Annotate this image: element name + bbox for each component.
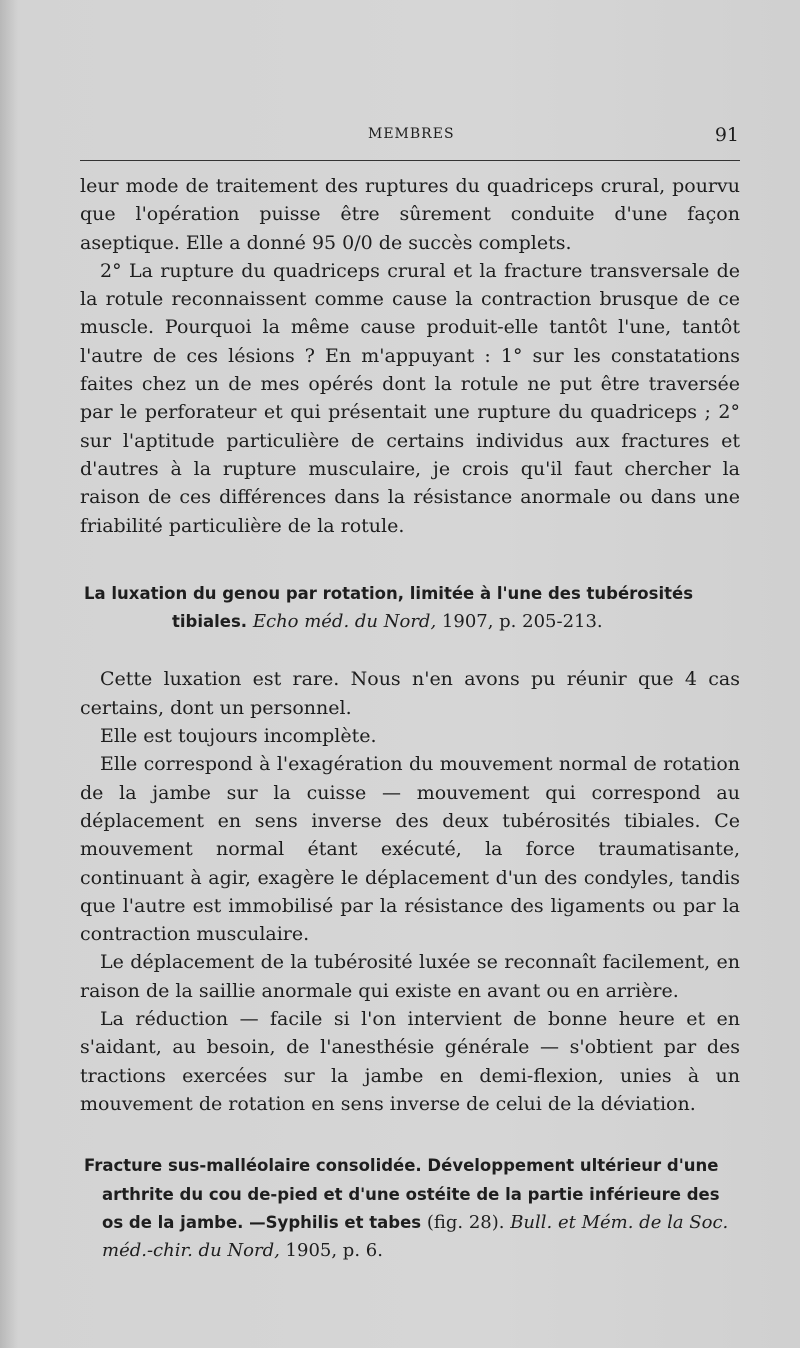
page-number: 91 [714, 124, 739, 146]
page-body [80, 172, 740, 1265]
section-title: Fracture sus-malléolaire consolidée. Développement ultérieur d'une arthrite du cou de-pied et d'une ostéite de la partie inférieure des os de la jambe. —Syphilis et tabes [84, 1156, 720, 1232]
intro-paragraph: leur mode de traitement des ruptures du quadriceps crural, pourvu que l'opération puisse être sûrement conduite d'une façon aseptique. Elle a donné 95 0/0 de succès complets. [80, 175, 740, 254]
section-paragraph: Le déplacement de la tubérosité luxée se reconnaît facilement, en raison de la saillie anormale qui existe en avant ou en arrière. [80, 951, 740, 1002]
section-paragraph: La réduction — facile si l'on intervient de bonne heure et en s'aidant, au besoin, de l'anesthésie générale — s'obtient par des tractions exercées sur la jambe en demi-flexion, unies à un mouvement de rotation en sens inverse de celui de la déviation. [80, 1008, 740, 1115]
reference-details: 1907, p. 205-213. [436, 611, 603, 633]
section-title: La luxation du genou par rotation, limitée à l'une des tubérosités tibiales. [84, 583, 694, 632]
page-header [80, 124, 745, 164]
section-paragraph: Elle est toujours incomplète. [100, 725, 377, 748]
section-reference [253, 611, 603, 632]
reference-journal: Echo méd. du Nord, [252, 611, 437, 633]
reference-journal: Bull. et Mém. de la Soc. méd.-chir. du Nord, [102, 1211, 729, 1262]
running-head: MEMBRES [368, 126, 455, 142]
section-text [80, 665, 740, 1118]
section-paragraph: Cette luxation est rare. Nous n'en avons pu réunir que 4 cas certains, dont un personnel. [80, 668, 740, 719]
reference-details: 1905, p. 6. [279, 1240, 383, 1262]
section-heading [80, 580, 740, 637]
section-paragraph: Elle correspond à l'exagération du mouvement normal de rotation de la jambe sur la cuisse — mouvement qui correspond au déplacement en sens inverse des deux tubérosités tibiales. Ce mouvement normal étant exécuté, la force traumatisante, continuant à agir, exagère le déplacement d'un des condyles, tandis que l'autre est immobilisé par la résistance des ligaments ou par la contraction musculaire. [80, 753, 740, 946]
section-heading [80, 1152, 740, 1265]
reference-figure: (fig. 28). [426, 1211, 511, 1233]
intro-paragraph: 2° La rupture du quadriceps crural et la fracture transversale de la rotule reconnaissent comme cause la contraction brusque de ce muscle. Pourquoi la même cause produit-elle tantôt l'une, tantôt l'autre de ces lésions ? En m'appuyant : 1° sur les constatations faites chez un de mes opérés dont la rotule ne put être traversée par le perforateur et qui présentait une rupture du quadriceps ; 2° sur l'aptitude particulière de certains individus aux fractures et d'autres à la rupture musculaire, je crois qu'il faut chercher la raison de ces différences dans la résistance anormale ou dans une friabilité particulière de la rotule. [80, 259, 740, 537]
header-rule [80, 160, 740, 161]
